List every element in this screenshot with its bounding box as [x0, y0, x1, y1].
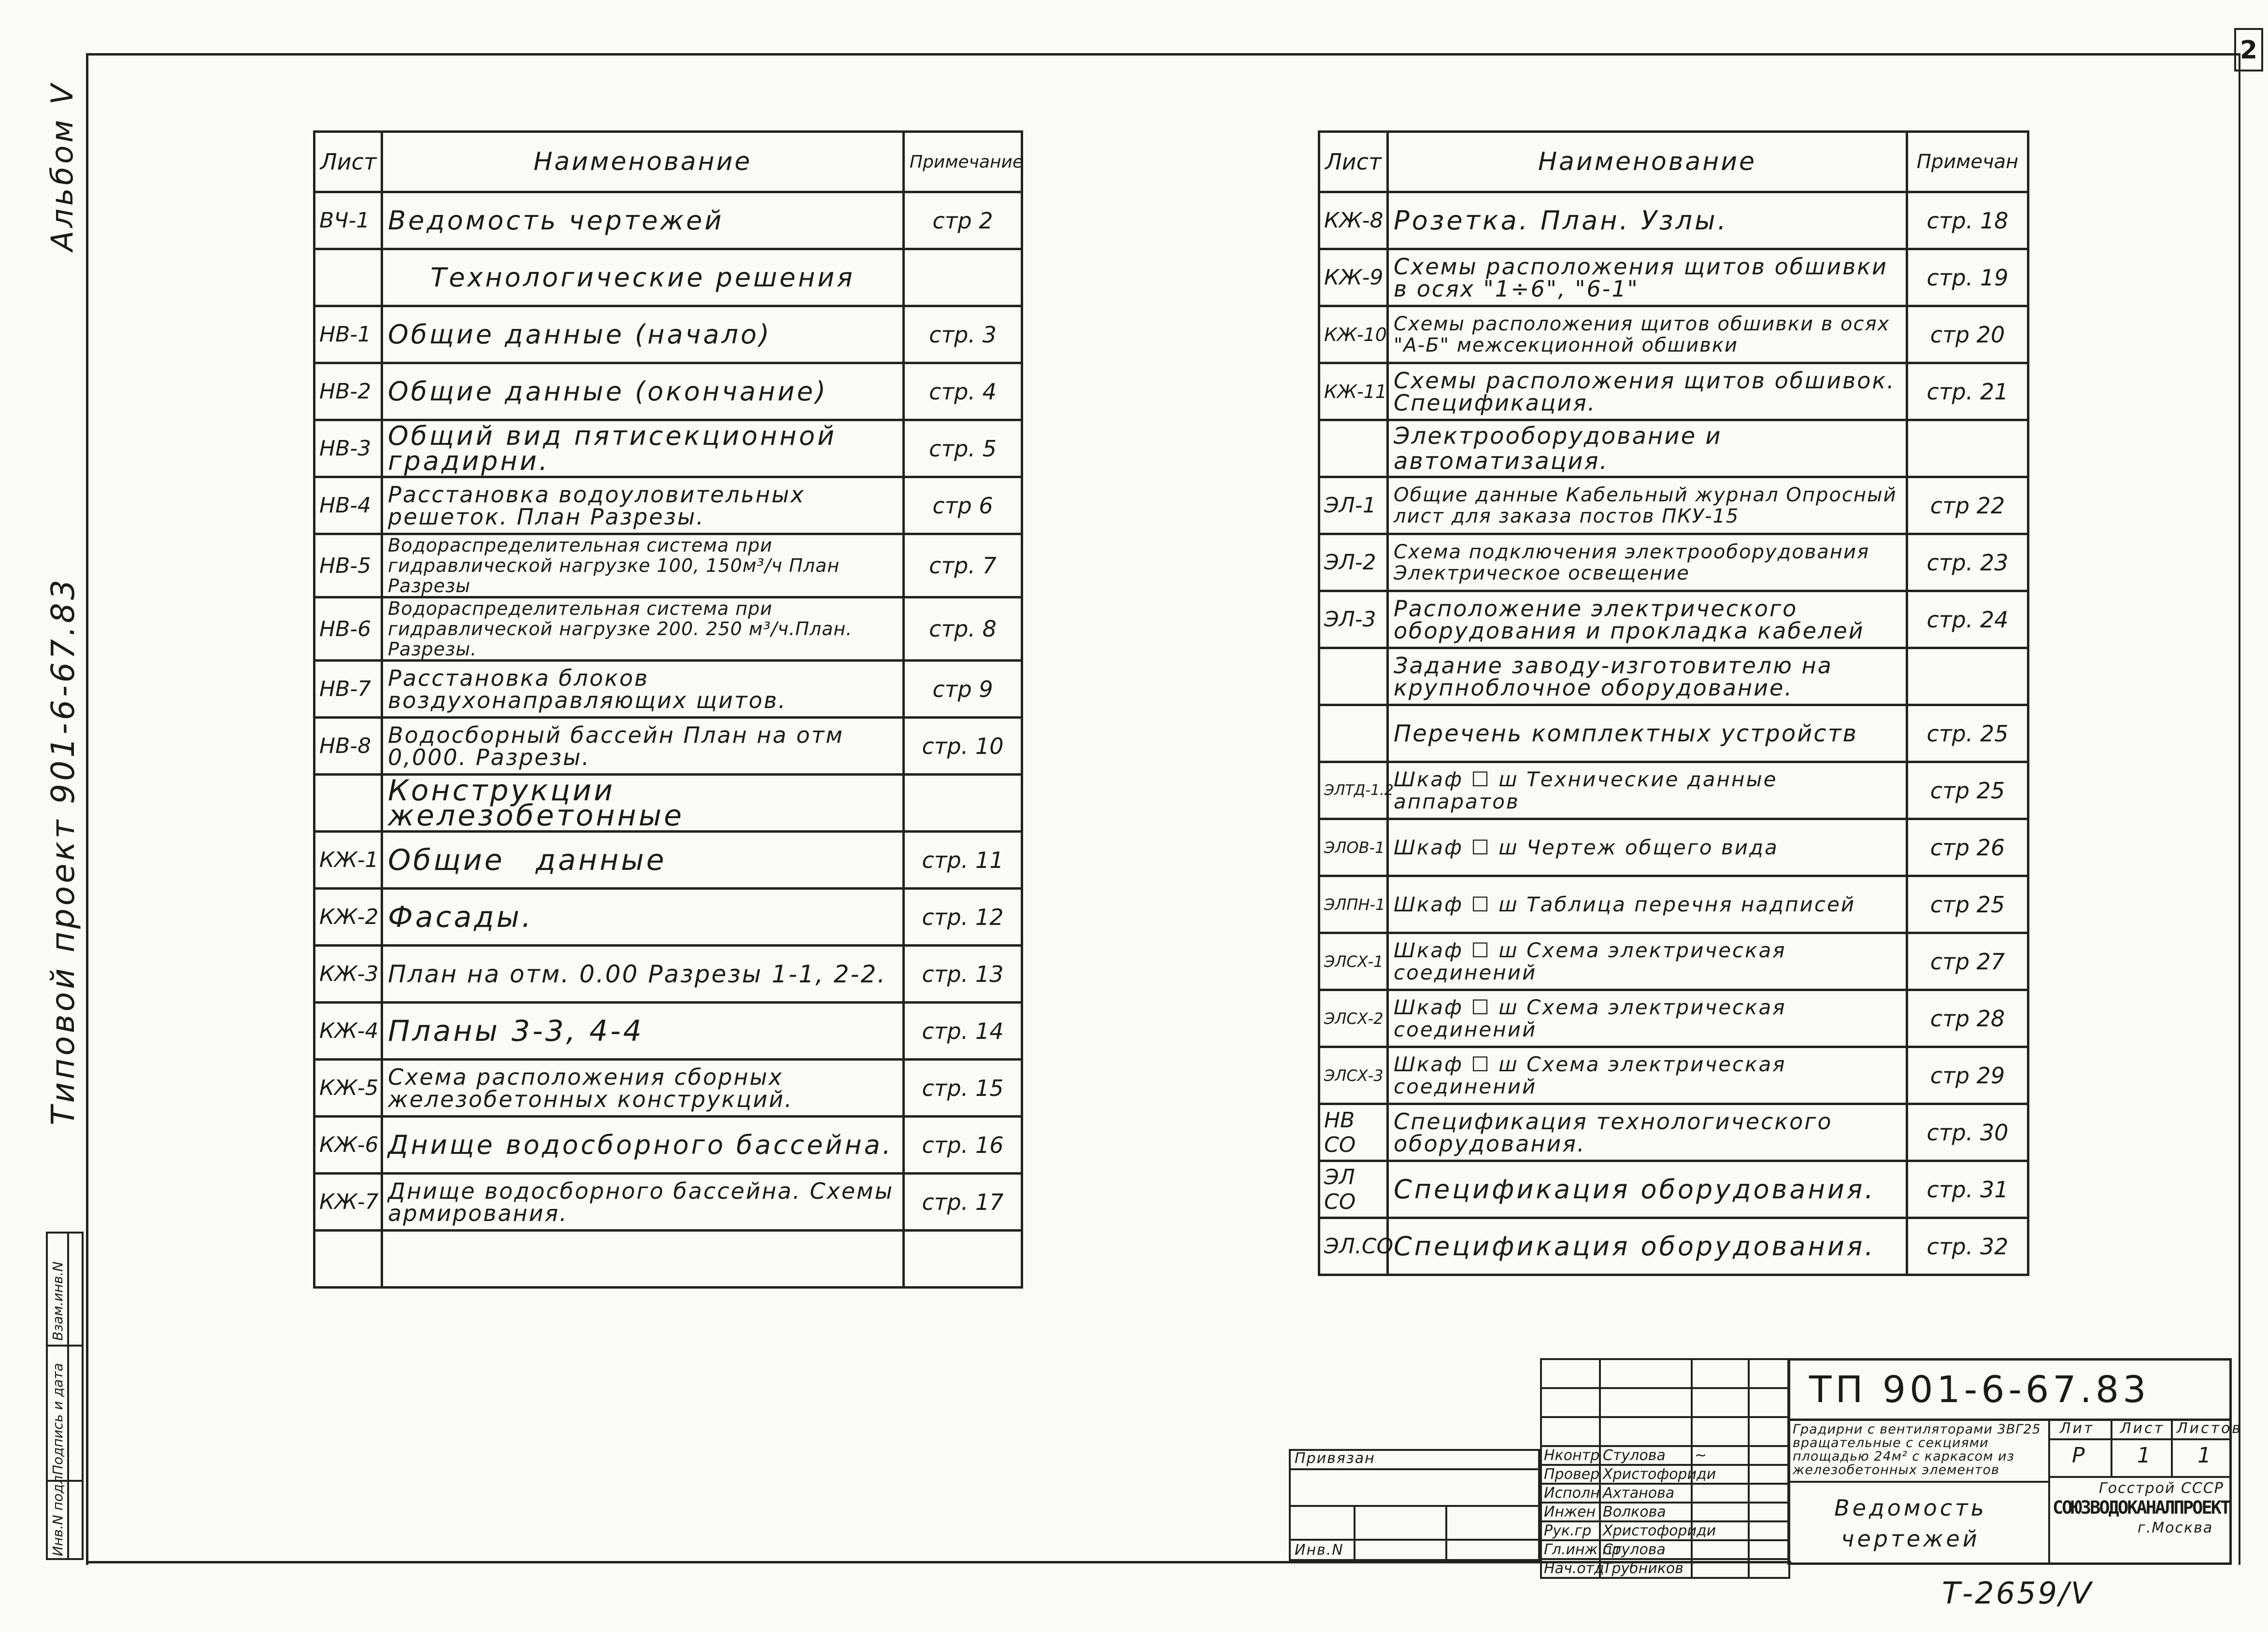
bottom-frame-line — [86, 1561, 1791, 1563]
table-row: КЖ-3 План на отм. 0.00 Разрезы 1-1, 2-2. стр. 13 — [314, 946, 1022, 1003]
privyazan-grid — [1289, 1449, 1540, 1561]
table-row: КЖ-10 Схемы расположения щитов обшивки в осях "А-Б" межсекционной обшивки стр 20 — [1319, 306, 2028, 363]
table-row: НВ-7 Расстановка блоков воздухонаправляющих щитов. стр 9 — [314, 661, 1022, 718]
table-row: ЭЛ-3 Расположение электрического оборудования и прокладка кабелей стр. 24 — [1319, 591, 2028, 648]
table-row: ЭЛ-1 Общие данные Кабельный журнал Опросный лист для заказа постов ПКУ-15 стр 22 — [1319, 477, 2028, 534]
org-city: г.Москва — [2138, 1519, 2213, 1536]
signatures-table — [1540, 1358, 1790, 1579]
table-row: НВ-2 Общие данные (окончание) стр. 4 — [314, 363, 1022, 420]
table-row: ЭЛ-2 Схема подключения электрооборудования Электрическое освещение стр. 23 — [1319, 534, 2028, 591]
table-row: НВ-8 Водосборный бассейн План на отм 0,000. Разрезы. стр. 10 — [314, 718, 1022, 775]
table-row: НВ-4 Расстановка водоуловительных решеток. План Разрезы. стр 6 — [314, 477, 1022, 534]
signature-row: Провер Христофориди — [1541, 1465, 1789, 1484]
signature-row: Нконтр Стулова ~ — [1541, 1446, 1789, 1465]
side-stamp-sign: Подпись и дата — [50, 1363, 66, 1475]
album-label: Альбом V — [44, 81, 80, 251]
right-header-name: Наименование — [1388, 132, 1907, 192]
title-info-box — [1787, 1420, 2243, 1565]
list-header: Лист — [2120, 1420, 2165, 1437]
table-row: ЭЛ.СО Спецификация оборудования. стр. 32 — [1319, 1218, 2028, 1275]
left-register-table — [313, 130, 1023, 1289]
inv-n-label: Инв.N — [1295, 1542, 1344, 1559]
table-row: ЭЛОВ-1 Шкаф ☐ ш Чертеж общего вида стр 26 — [1319, 819, 2028, 876]
left-header-row — [314, 132, 1022, 192]
signature-mark: ~ — [1695, 1447, 1709, 1464]
left-header-name: Наименование — [382, 132, 904, 192]
sheet-value: 1 — [2137, 1443, 2153, 1468]
table-row: НВ-3 Общий вид пятисекционной градирни. стр. 5 — [314, 420, 1022, 477]
left-header-note: Примечание — [904, 132, 1022, 192]
document-code: ТП 901-6-67.83 — [1787, 1358, 2232, 1421]
right-header-note: Примечан — [1907, 132, 2028, 192]
object-description: Градирни с вентиляторами 3ВГ25 вращательные с секциями площадью 24м² с каркасом из железобетонных элементов — [1793, 1422, 2041, 1477]
sheet-title: Ведомость чертежей — [1834, 1495, 1987, 1552]
table-row: Технологические решения — [314, 249, 1022, 306]
table-row: КЖ-8 Розетка. План. Узлы. стр. 18 — [1319, 192, 2028, 249]
table-row: КЖ-6 Днище водосборного бассейна. стр. 16 — [314, 1117, 1022, 1174]
signature-row: Инжен Волкова — [1541, 1503, 1789, 1521]
table-row: НВ-1 Общие данные (начало) стр. 3 — [314, 306, 1022, 363]
archive-number: Т-2659/V — [1942, 1575, 2094, 1611]
table-row: ЭЛСХ-2 Шкаф ☐ ш Схема электрическая соединений стр 28 — [1319, 990, 2028, 1047]
listov-header: Листов — [2177, 1420, 2243, 1437]
right-header-row — [1319, 132, 2028, 192]
signature-row: Гл.инж.пр Стулова — [1541, 1540, 1789, 1559]
signature-row: Исполн Ахтанова — [1541, 1484, 1789, 1503]
table-row: НВ-6 Водораспределительная система при гидравлической нагрузке 200. 250 м³/ч.План. Разрезы. стр. 8 — [314, 597, 1022, 661]
lit-header: Лит — [2060, 1420, 2095, 1437]
table-row: КЖ-2 Фасады. стр. 12 — [314, 889, 1022, 946]
org-top: Госстрой СССР — [2099, 1480, 2224, 1497]
side-stamp-replace: Взам.инв.N — [50, 1261, 66, 1341]
table-row: Задание заводу-изготовителю на крупноблочное оборудование. — [1319, 648, 2028, 705]
right-register-table — [1318, 130, 2029, 1276]
project-label: Типовой проект 901-6-67.83 — [44, 577, 82, 1125]
table-row: ВЧ-1 Ведомость чертежей стр 2 — [314, 192, 1022, 249]
right-header-sheet: Лист — [1319, 132, 1388, 192]
table-row: КЖ-11 Схемы расположения щитов обшивок. Спецификация. стр. 21 — [1319, 363, 2028, 420]
signature-row: Рук.гр Христофориди — [1541, 1521, 1789, 1540]
stage-value: Р — [2072, 1443, 2087, 1468]
privyazan-label: Привязан — [1295, 1450, 1375, 1467]
table-row: ЭЛСХ-3 Шкаф ☐ ш Схема электрическая соединений стр 29 — [1319, 1047, 2028, 1104]
table-row: КЖ-9 Схемы расположения щитов обшивки в осях "1÷6", "6-1" стр. 19 — [1319, 249, 2028, 306]
left-header-sheet: Лист — [314, 132, 382, 192]
org-name: СОЮЗВОДОКАНАЛПРОЕКТ — [2053, 1497, 2230, 1518]
table-row: НВ-5 Водораспределительная система при гидравлической нагрузке 100, 150м³/ч План Разрезы стр. 7 — [314, 534, 1022, 597]
table-row — [314, 1231, 1022, 1288]
side-stamp — [46, 1232, 84, 1560]
signature-row: Нач.отд Трубников — [1541, 1559, 1789, 1578]
lit-grid — [2050, 1420, 2243, 1478]
table-row: Перечень комплектных устройств стр. 25 — [1319, 705, 2028, 762]
page-number: 2 — [2239, 36, 2258, 65]
table-row: ЭЛ СО Спецификация оборудования. стр. 31 — [1319, 1161, 2028, 1218]
table-row: ЭЛПН-1 Шкаф ☐ ш Таблица перечня надписей стр 25 — [1319, 876, 2028, 933]
sheets-value: 1 — [2197, 1443, 2213, 1468]
table-row: ЭЛСХ-1 Шкаф ☐ ш Схема электрическая соединений стр 27 — [1319, 933, 2028, 990]
table-row: КЖ-4 Планы 3-3, 4-4 стр. 14 — [314, 1003, 1022, 1060]
table-row: НВ СО Спецификация технологического оборудования. стр. 30 — [1319, 1104, 2028, 1161]
side-stamp-inv: Инв.N подл. — [50, 1471, 66, 1556]
table-row: Электрооборудование и автоматизация. — [1319, 420, 2028, 477]
table-row: КЖ-5 Схема расположения сборных железобетонных конструкций. стр. 15 — [314, 1060, 1022, 1117]
table-row: КЖ-1 Общие данные стр. 11 — [314, 832, 1022, 889]
table-row: ЭЛТД-1.2 Шкаф ☐ ш Технические данные аппаратов стр 25 — [1319, 762, 2028, 819]
table-row: КЖ-7 Днище водосборного бассейна. Схемы армирования. стр. 17 — [314, 1174, 1022, 1231]
table-row: Конструкции железобетонные — [314, 775, 1022, 832]
